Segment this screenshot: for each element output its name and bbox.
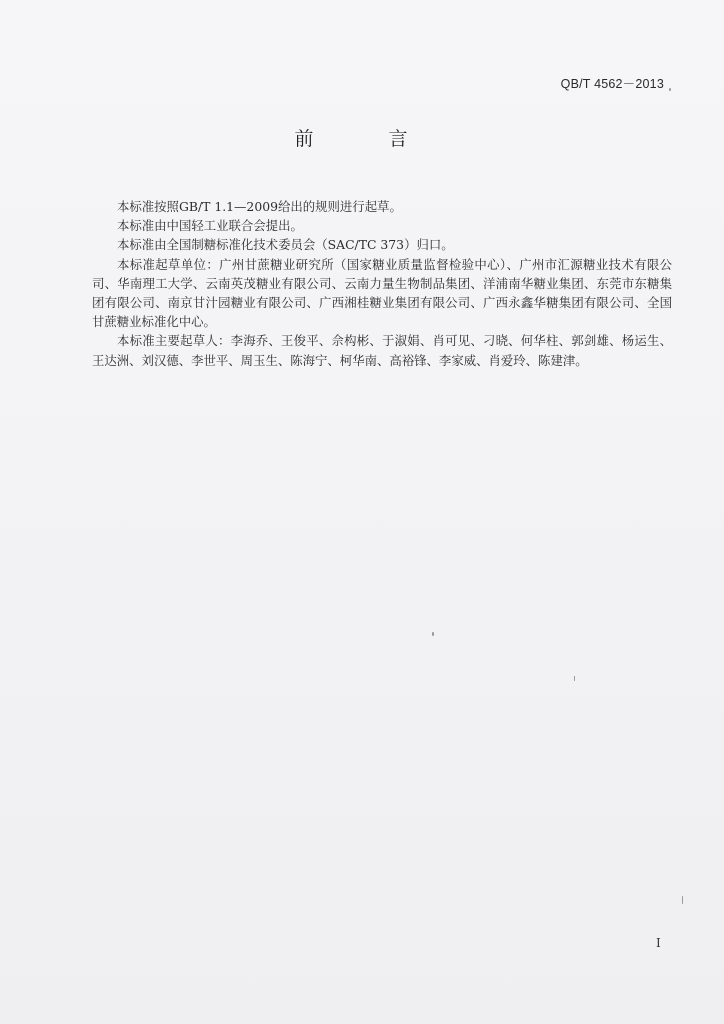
scan-speck — [682, 896, 683, 904]
paragraph-drafting-rules: 本标准按照GB/T 1.1—2009给出的规则进行起草。 — [117, 199, 402, 214]
paragraph-proposer: 本标准由中国轻工业联合会提出。 — [117, 218, 303, 234]
foreword-body — [92, 197, 672, 370]
scan-speck — [669, 88, 671, 91]
paragraph-technical-committee: 本标准由全国制糖标准化技术委员会（SAC/TC 373）归口。 — [117, 237, 454, 253]
paragraph-main-drafters: 本标准主要起草人：李海乔、王俊平、佘构彬、于淑娟、肖可见、刁晓、何华柱、郭剑雄、杨运生、王达洲、刘汉德、李世平、周玉生、陈海宁、柯华南、高裕锋、李家威、肖爱玲、陈建津。 — [92, 333, 672, 368]
scan-speck — [574, 676, 575, 681]
paragraph-drafting-units: 本标准起草单位：广州甘蔗糖业研究所（国家糖业质量监督检验中心）、广州市汇源糖业技术有限公司、华南理工大学、云南英茂糖业有限公司、云南力量生物制品集团、洋浦南华糖业集团、东莞市东糖集团有限公司、南京甘汁园糖业有限公司、广西湘桂糖业集团有限公司、广西永鑫华糖集团有限公司、全国甘蔗糖业标准化中心。 — [92, 256, 672, 330]
standard-code: QB/T 4562－2013 — [560, 77, 664, 91]
page-number: I — [656, 936, 661, 950]
scan-speck — [432, 632, 434, 636]
section-title: 前 言 — [294, 128, 436, 150]
